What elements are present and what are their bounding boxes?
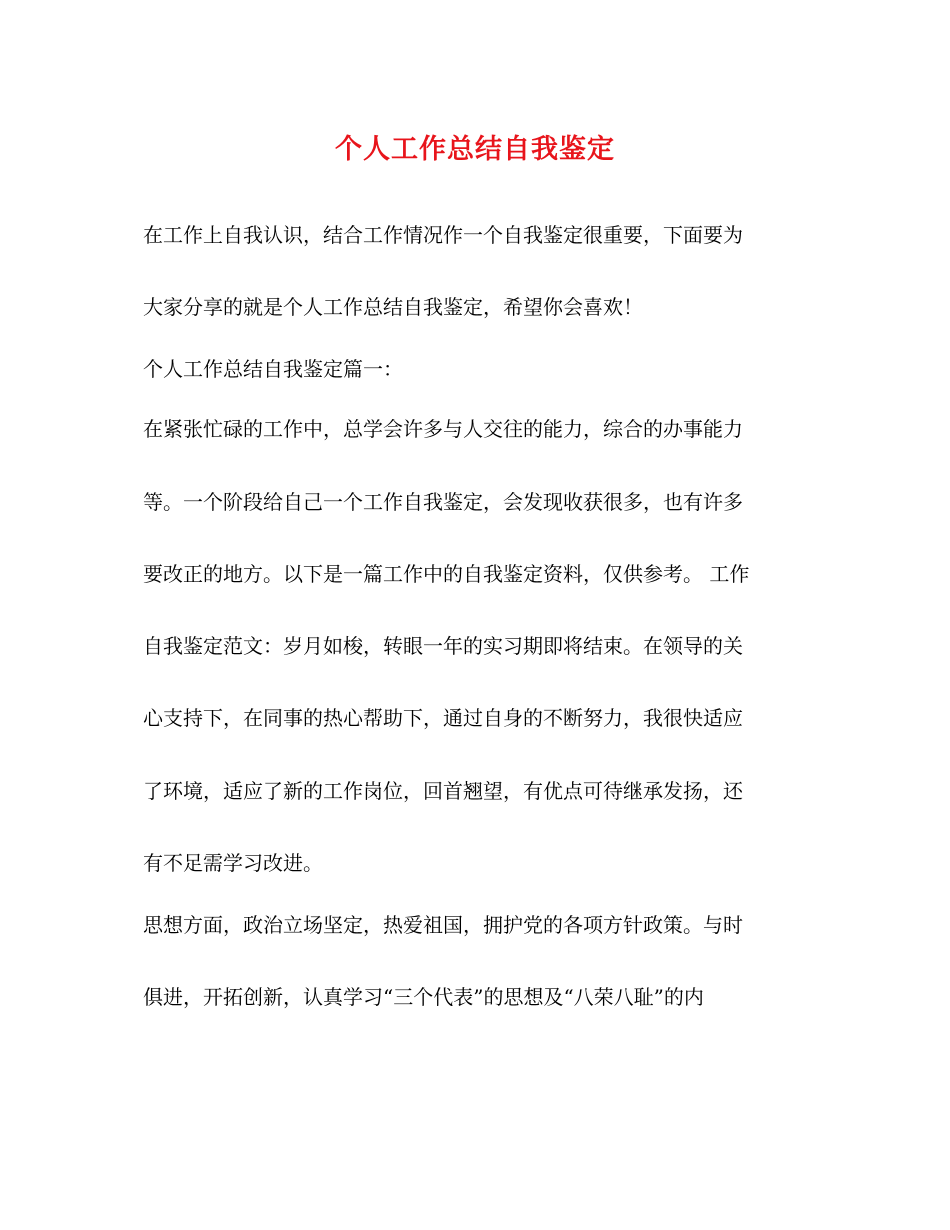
text-line: 在工作上自我认识，结合工作情况作一个自我鉴定很重要，下面要为 [143, 223, 743, 247]
text-line: 自我鉴定范文：岁月如梭，转眼一年的实习期即将结束。在领导的关 [143, 634, 743, 658]
text-line: 了环境，适应了新的工作岗位，回首翘望，有优点可待继承发扬，还 [143, 779, 743, 803]
text-line: 大家分享的就是个人工作总结自我鉴定，希望你会喜欢！ [143, 295, 643, 319]
text-line: 个人工作总结自我鉴定篇一： [143, 357, 403, 381]
text-line: 心支持下，在同事的热心帮助下，通过自身的不断努力，我很快适应 [143, 706, 743, 730]
text-line: 等。一个阶段给自己一个工作自我鉴定，会发现收获很多，也有许多 [143, 490, 743, 514]
text-line: 有不足需学习改进。 [143, 851, 323, 875]
text-line: 在紧张忙碌的工作中，总学会许多与人交往的能力，综合的办事能力 [143, 417, 743, 441]
text-line: 思想方面，政治立场坚定，热爱祖国，拥护党的各项方针政策。与时 [143, 913, 743, 937]
text-line: 要改正的地方。以下是一篇工作中的自我鉴定资料，仅供参考。 工作 [143, 562, 750, 586]
document-title: 个人工作总结自我鉴定 [335, 134, 615, 165]
text-line: 俱进，开拓创新，认真学习“三个代表”的思想及“八荣八耻”的内 [143, 985, 704, 1009]
